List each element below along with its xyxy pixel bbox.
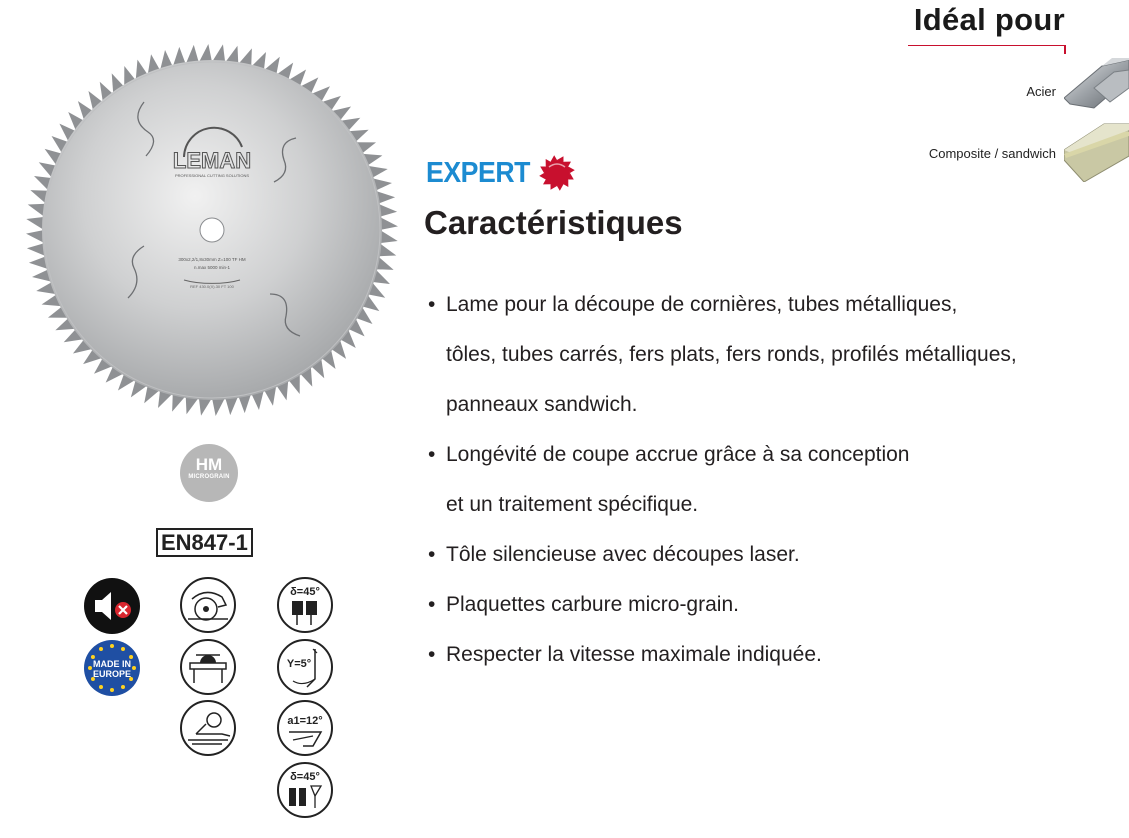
table-saw-icon (180, 639, 236, 695)
feature-item (428, 430, 1088, 530)
arbor-hole (200, 218, 224, 242)
circular-saw-icon (180, 577, 236, 633)
eu-star (121, 647, 125, 651)
feature-text-line: Longévité de coupe accrue grâce à sa conception (446, 443, 910, 466)
feature-text-line: Respecter la vitesse maximale indiquée. (446, 643, 822, 666)
expert-range-logo (426, 153, 577, 193)
eu-star (99, 647, 103, 651)
feature-item (428, 280, 1088, 430)
hm-micrograin-badge (180, 444, 238, 502)
miter-saw-icon (180, 700, 236, 756)
hook-angle-icon (277, 639, 333, 695)
ideal-title: Idéal pour (913, 2, 1065, 37)
micrograin-label: MICROGRAIN (188, 474, 230, 480)
svg-text:PROFESSIONAL CUTTING SOLUTIONS: PROFESSIONAL CUTTING SOLUTIONS (174, 173, 250, 178)
silent-blade-icon (83, 577, 141, 635)
blade-tooth (379, 230, 397, 243)
blade-code-text: REF 430.0(X).30 FT 100 (190, 284, 234, 289)
blade-tooth (212, 44, 225, 62)
standard-badge: EN847-1 (156, 528, 253, 557)
gamma-angle-label: Y=5° (286, 658, 312, 670)
tooth-bevel-angle-icon (277, 577, 333, 633)
feature-item (428, 580, 1088, 630)
expert-blade-icon (537, 153, 577, 193)
features-heading: Caractéristiques (424, 204, 683, 241)
bullet-dot: • (428, 593, 436, 616)
eu-star (121, 685, 125, 689)
feature-item (428, 530, 1088, 580)
delta-angle-label-2: δ=45° (290, 771, 320, 783)
blade-tooth (212, 397, 225, 415)
material-label-composite: Composite / sandwich (928, 146, 1056, 161)
feature-text-line: et un traitement spécifique. (446, 493, 699, 516)
made-in-europe-badge (83, 639, 141, 697)
europe-label: EUROPE (92, 669, 131, 679)
ideal-underline (908, 45, 1066, 46)
clearance-angle-icon (277, 700, 333, 756)
bullet-dot: • (428, 293, 436, 316)
hm-label: HM (195, 455, 223, 474)
bullet-dot: • (428, 643, 436, 666)
blade-tooth (199, 44, 212, 62)
bullet-dot: • (428, 543, 436, 566)
svg-text:LEMAN: LEMAN (172, 148, 252, 173)
steel-profile-image (1064, 58, 1129, 114)
blade-tooth (199, 397, 212, 415)
saw-blade-image (24, 42, 400, 418)
eu-star (99, 685, 103, 689)
composite-panel-image (1064, 120, 1129, 182)
expert-label: EXPERT (426, 156, 530, 189)
eu-star (110, 688, 114, 692)
tooth-bevel-angle-icon-2 (277, 762, 333, 818)
feature-text-line: tôles, tubes carrés, fers plats, fers ronds, profilés métalliques, (446, 343, 1017, 366)
bullet-dot: • (428, 443, 436, 466)
alpha-angle-label: a1=12° (287, 715, 323, 727)
made-in-label: MADE IN (93, 659, 131, 669)
delta-angle-label: δ=45° (290, 586, 320, 598)
feature-item (428, 630, 1088, 680)
eu-star (110, 644, 114, 648)
ideal-underline-tick (1064, 45, 1066, 54)
blade-tooth (26, 230, 44, 243)
blade-speed-text: n.max 5000 min-1 (193, 265, 231, 270)
feature-text-line: panneaux sandwich. (446, 393, 638, 416)
blade-tooth (26, 217, 44, 230)
feature-text-line: Lame pour la découpe de cornières, tubes métalliques, (446, 293, 958, 316)
features-list (428, 280, 1088, 680)
blade-spec-text: 300x2,2/1,8x30mm Z=100 TF HM (178, 257, 246, 262)
feature-text-line: Tôle silencieuse avec découpes laser. (446, 543, 800, 566)
material-label-acier: Acier (1026, 84, 1056, 99)
feature-text-line: Plaquettes carbure micro-grain. (446, 593, 739, 616)
blade-tooth (379, 217, 397, 230)
